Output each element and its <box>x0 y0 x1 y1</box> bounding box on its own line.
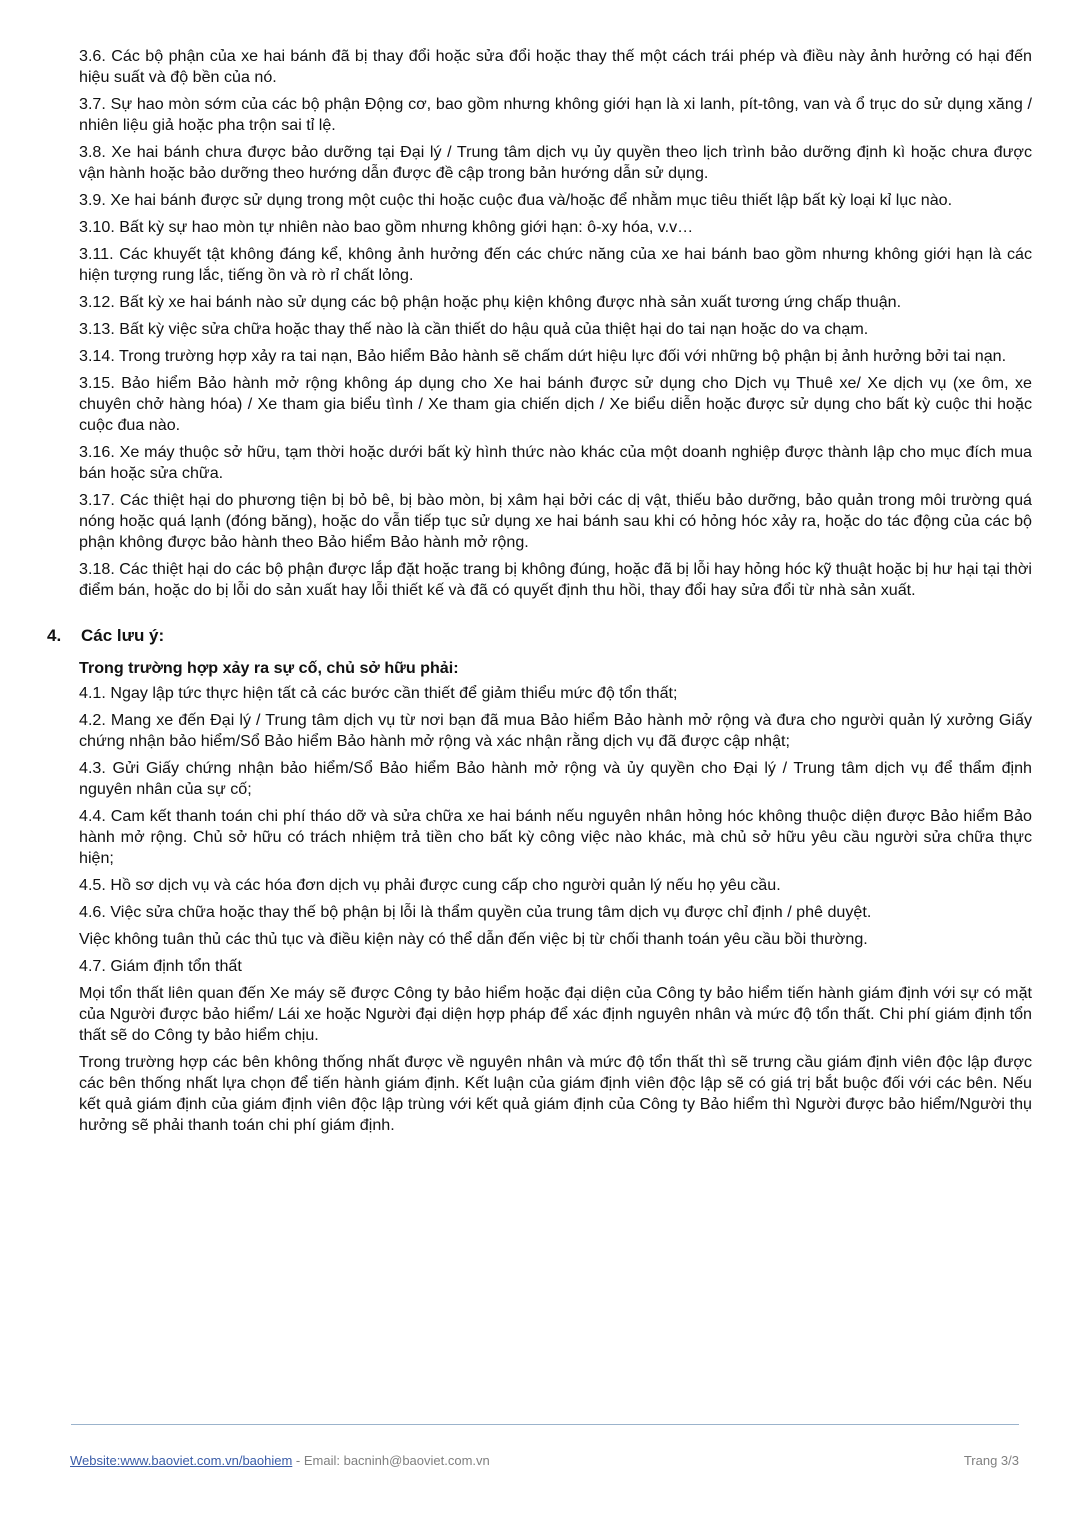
clause-3-15: 3.15. Bảo hiểm Bảo hành mở rộng không áp dụng cho Xe hai bánh được sử dụng cho Dịch vụ Thuê xe/ Xe dịch vụ (xe ôm, xe chuyên chở hàng hóa) / Xe tham gia biểu tình / Xe tham gia chiến dịch / Xe biểu diễn hoặc được sử dụng cho bất kỳ cuộc thi hoặc cuộc đua nào. <box>79 374 1032 434</box>
clause-3-12: 3.12. Bất kỳ xe hai bánh nào sử dụng các bộ phận hoặc phụ kiện không được nhà sản xuất tương ứng chấp thuận. <box>79 293 902 311</box>
clause-3-7: 3.7. Sự hao mòn sớm của các bộ phận Động cơ, bao gồm nhưng không giới hạn là xi lanh, pít-tông, van và ổ trục do sử dụng xăng / nhiên liệu giả hoặc pha trộn sai tỉ lệ. <box>79 95 1032 134</box>
clause-4-7: 4.7. Giám định tổn thất <box>79 957 242 975</box>
clause-4-1: 4.1. Ngay lập tức thực hiện tất cả các bước cần thiết để giảm thiểu mức độ tổn thất; <box>79 684 678 702</box>
section-4-title: Các lưu ý: <box>81 626 165 645</box>
clause-4-4: 4.4. Cam kết thanh toán chi phí tháo dỡ và sửa chữa xe hai bánh nếu nguyên nhân hỏng hóc không thuộc diện được Bảo hiểm Bảo hành mở rộng. Chủ sở hữu có trách nhiệm trả tiền cho bất kỳ công việc nào khác, mà chủ sở hữu yêu cầu người sửa chữa thực hiện; <box>79 807 1032 867</box>
clause-3-13: 3.13. Bất kỳ việc sửa chữa hoặc thay thế nào là cần thiết do hậu quả của thiệt hại do tai nạn hoặc do va chạm. <box>79 320 869 338</box>
section-4-heading <box>47 625 1032 646</box>
clause-4-6: 4.6. Việc sửa chữa hoặc thay thế bộ phận bị lỗi là thẩm quyền của trung tâm dịch vụ được chỉ định / phê duyệt. <box>79 903 872 921</box>
clause-3-11: 3.11. Các khuyết tật không đáng kể, không ảnh hưởng đến các chức năng của xe hai bánh bao gồm nhưng không giới hạn là các hiện tượng rung lắc, tiếng ồn và rò rỉ chất lỏng. <box>79 245 1032 284</box>
section-4-number: 4. <box>47 626 62 645</box>
footer-divider <box>71 1424 1019 1425</box>
section-3-list <box>79 46 1032 601</box>
document-body <box>47 46 1032 1142</box>
page-number: Trang 3/3 <box>963 1453 1019 1468</box>
section-4-subheading: Trong trường hợp xảy ra sự cố, chủ sở hữu phải: <box>79 659 459 677</box>
clause-4-5: 4.5. Hồ sơ dịch vụ và các hóa đơn dịch vụ phải được cung cấp cho người quản lý nếu họ yêu cầu. <box>79 876 781 894</box>
clause-4-2: 4.2. Mang xe đến Đại lý / Trung tâm dịch vụ từ nơi bạn đã mua Bảo hiểm Bảo hành mở rộng và đưa cho người quản lý xưởng Giấy chứng nhận bảo hiểm/Sổ Bảo hiểm Bảo hành mở rộng và xác nhận rằng dịch vụ đã được cập nhật; <box>79 711 1032 750</box>
website-link[interactable]: Website:www.baoviet.com.vn/baohiem <box>70 1453 293 1468</box>
clause-3-9: 3.9. Xe hai bánh được sử dụng trong một cuộc thi hoặc cuộc đua và/hoặc để nhằm mục tiêu thiết lập bất kỳ loại kỉ lục nào. <box>79 191 953 209</box>
non-compliance-note: Việc không tuân thủ các thủ tục và điều kiện này có thể dẫn đến việc bị từ chối thanh toán yêu cầu bồi thường. <box>79 930 868 948</box>
clause-3-18: 3.18. Các thiệt hại do các bộ phận được lắp đặt hoặc trang bị không đúng, hoặc đã bị lỗi hay hỏng hóc kỹ thuật hoặc bị hư hại tại thời điểm bán, hoặc do bị lỗi do sản xuất hay lỗi thiết kế và đã có quyết định thu hồi, thay đổi hay sửa đổi từ nhà sản xuất. <box>79 560 1032 599</box>
clause-3-17: 3.17. Các thiệt hại do phương tiện bị bỏ bê, bị bào mòn, bị xâm hại bởi các dị vật, thiếu bảo dưỡng, bảo quản trong môi trường quá nóng hoặc quá lạnh (đóng băng), hoặc do vẫn tiếp tục sử dụng xe hai bánh sau khi có hỏng hóc xảy ra, hoặc do tác động của các bộ phận không được bảo hành theo Bảo hiểm Bảo hành mở rộng. <box>79 491 1032 551</box>
page-footer <box>70 1453 1019 1468</box>
section-4-list <box>79 658 1032 1136</box>
clause-3-14: 3.14. Trong trường hợp xảy ra tai nạn, Bảo hiểm Bảo hành sẽ chấm dứt hiệu lực đối với những bộ phận bị ảnh hưởng bởi tai nạn. <box>79 347 1007 365</box>
clause-3-10: 3.10. Bất kỳ sự hao mòn tự nhiên nào bao gồm nhưng không giới hạn: ô-xy hóa, v.v… <box>79 218 694 236</box>
clause-4-3: 4.3. Gửi Giấy chứng nhận bảo hiểm/Sổ Bảo hiểm Bảo hành mở rộng và ủy quyền cho Đại lý / Trung tâm dịch vụ để thẩm định nguyên nhân của sự cố; <box>79 759 1032 798</box>
clause-3-16: 3.16. Xe máy thuộc sở hữu, tạm thời hoặc dưới bất kỳ hình thức nào khác của một doanh nghiệp được thành lập cho mục đích mua bán hoặc sửa chữa. <box>79 443 1032 482</box>
loss-assessment-paragraph: Mọi tổn thất liên quan đến Xe máy sẽ được Công ty bảo hiểm hoặc đại diện của Công ty bảo hiểm tiến hành giám định với sự có mặt của Người được bảo hiểm/ Lái xe hoặc Người đại diện hợp pháp để xác định nguyên nhân và mức độ tổn thất. Chi phí giám định tổn thất sẽ do Công ty bảo hiểm chịu. <box>79 984 1032 1044</box>
clause-3-6: 3.6. Các bộ phận của xe hai bánh đã bị thay đổi hoặc sửa đổi hoặc thay thế một cách trái phép và điều này ảnh hưởng có hại đến hiệu suất và độ bền của nó. <box>79 47 1032 86</box>
clause-3-8: 3.8. Xe hai bánh chưa được bảo dưỡng tại Đại lý / Trung tâm dịch vụ ủy quyền theo lịch trình bảo dưỡng định kì hoặc chưa được vận hành hoặc bảo dưỡng theo hướng dẫn được đề cập trong bản hướng dẫn sử dụng. <box>79 143 1032 182</box>
footer-email: - Email: bacninh@baoviet.com.vn <box>292 1453 490 1468</box>
dispute-assessment-paragraph: Trong trường hợp các bên không thống nhất được về nguyên nhân và mức độ tổn thất thì sẽ trưng cầu giám định viên độc lập được các bên thống nhất lựa chọn để tiến hành giám định. Kết luận của giám định viên độc lập sẽ có giá trị bắt buộc đối với các bên. Nếu kết quả giám định của giám định viên độc lập trùng với kết quả giám định của Công ty Bảo hiểm thì Người được bảo hiểm/Người thụ hưởng sẽ phải thanh toán chi phí giám định. <box>79 1053 1032 1134</box>
